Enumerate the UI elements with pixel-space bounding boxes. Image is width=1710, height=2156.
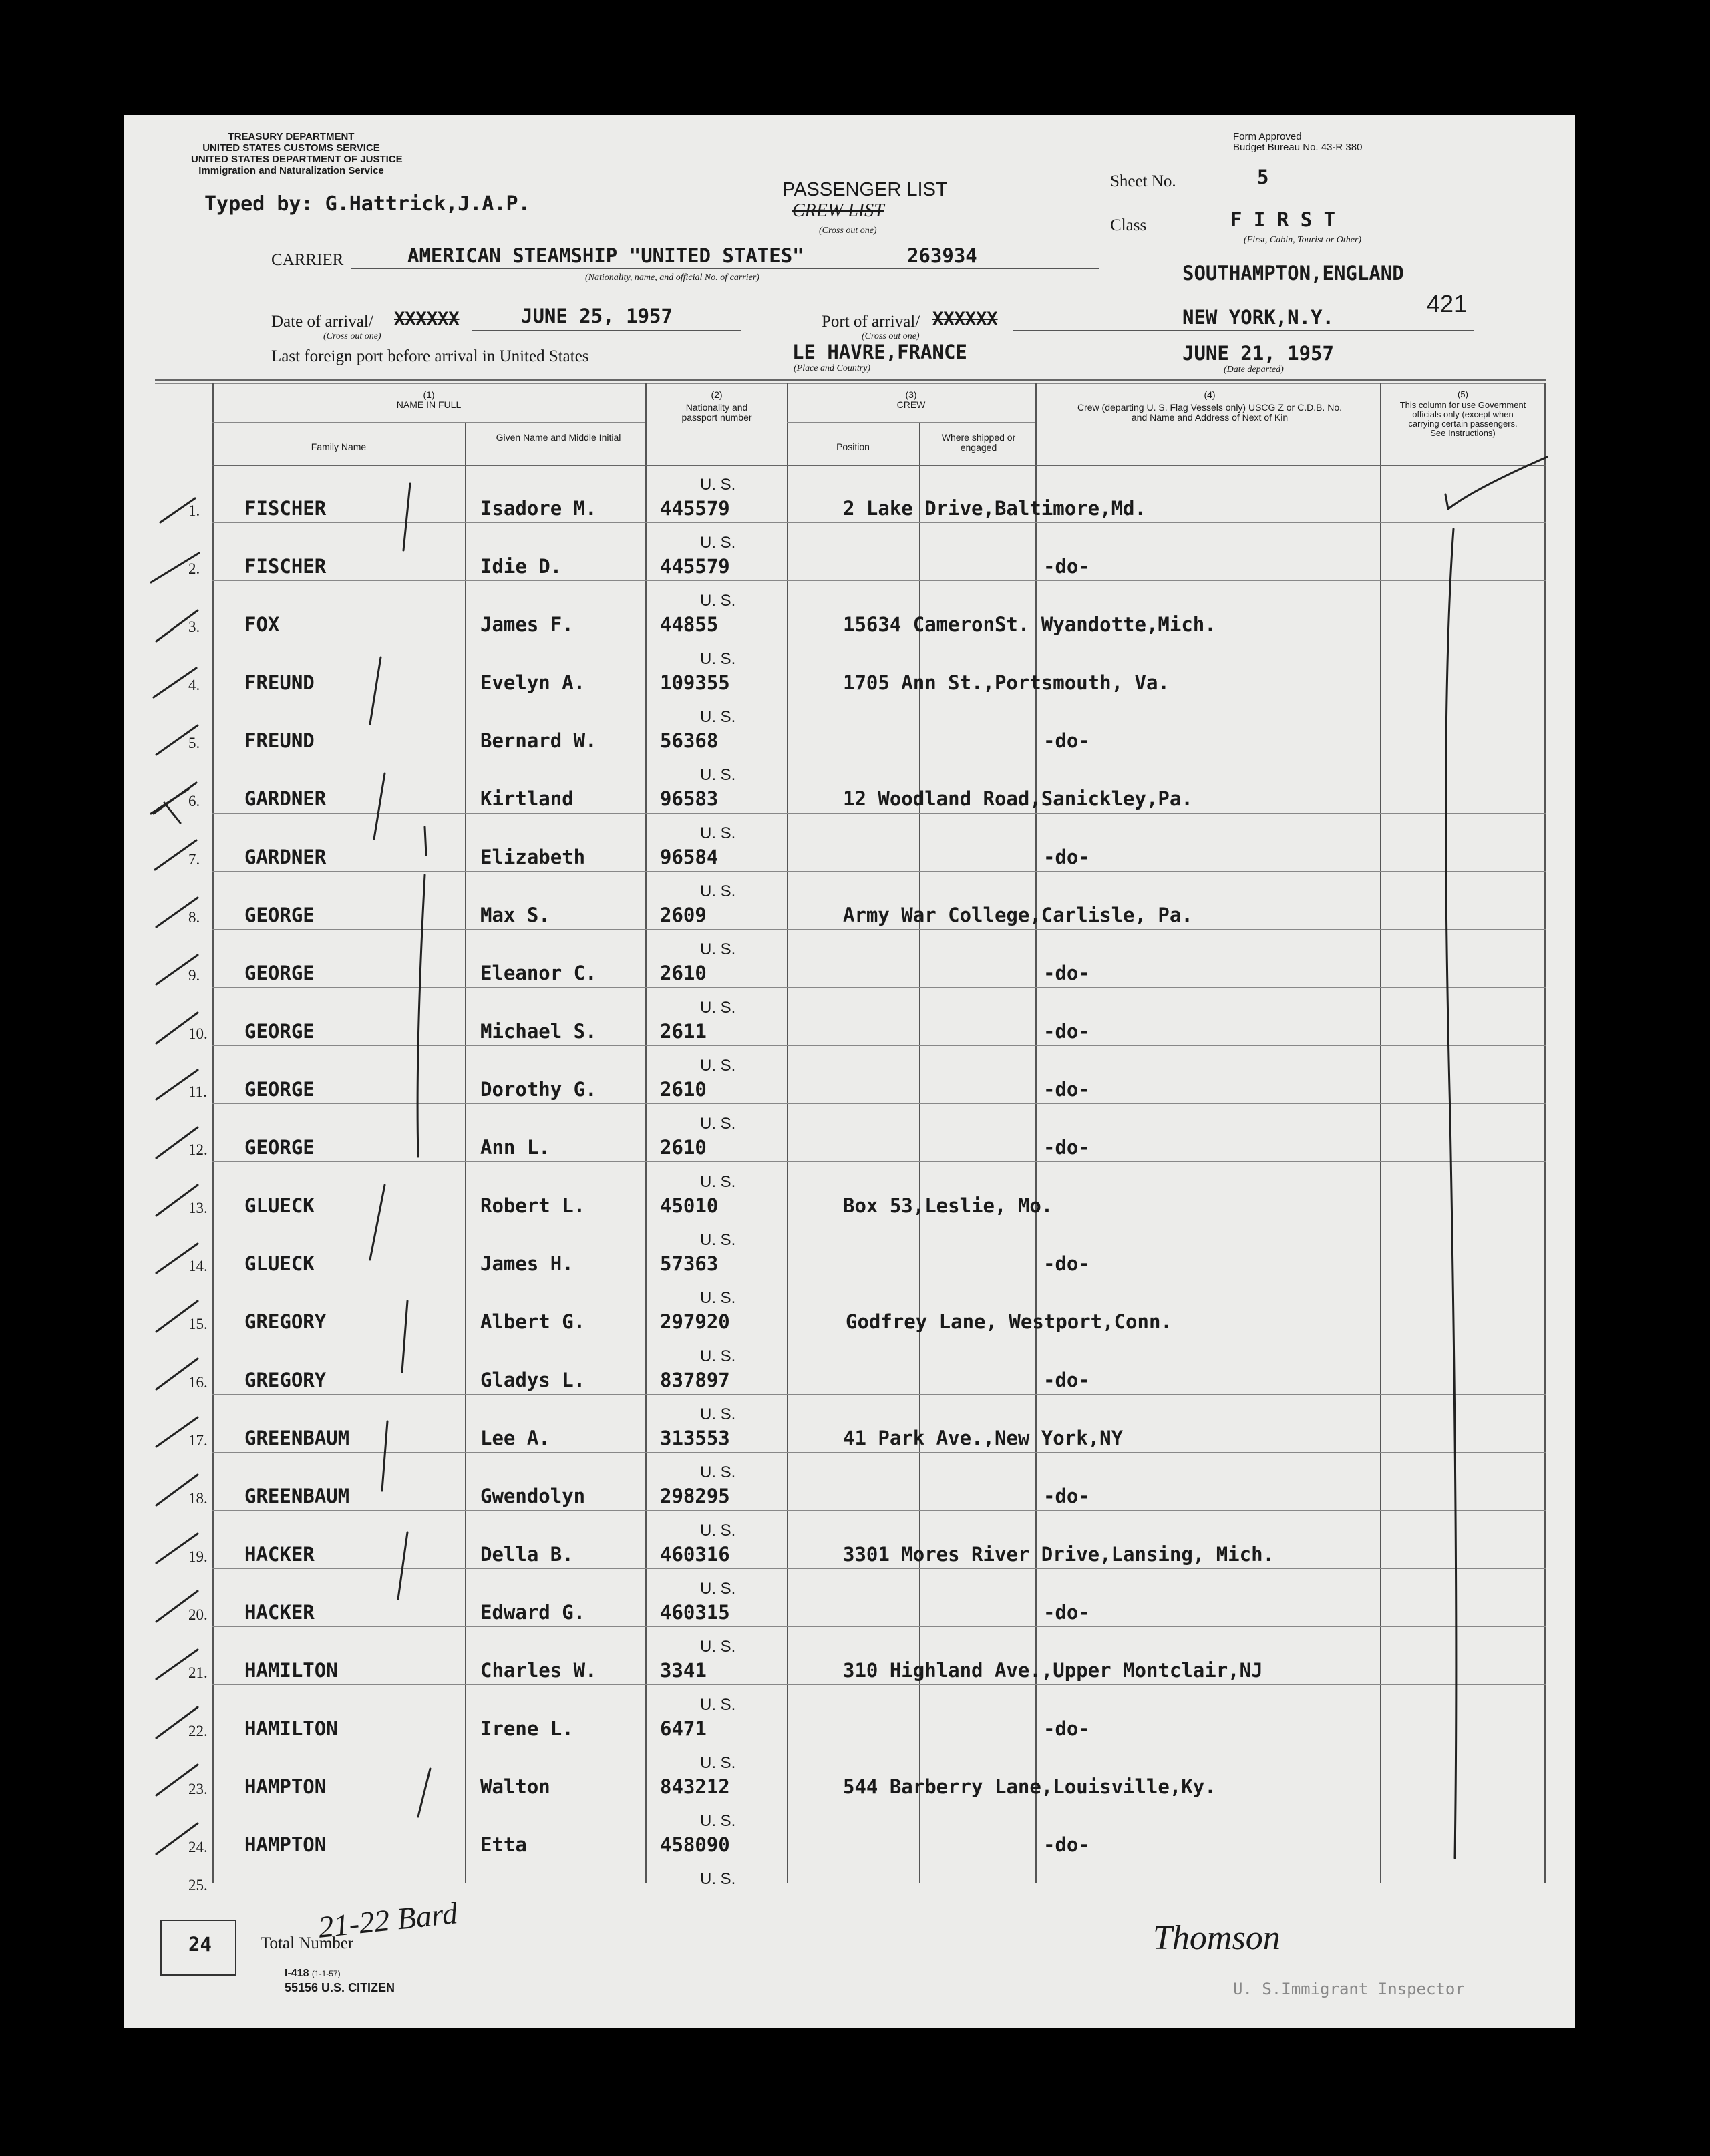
address: 12 Woodland Road,Sanickley,Pa. (843, 787, 1193, 810)
passport-number: 45010 (660, 1194, 719, 1217)
row-number: 10. (188, 1025, 208, 1042)
passport-number: 56368 (660, 729, 719, 752)
nationality-label: U. S. (700, 766, 736, 784)
address: -do- (1043, 1601, 1090, 1624)
passport-number: 96583 (660, 787, 719, 810)
form-number (285, 1968, 341, 1980)
date-arrival: JUNE 25, 1957 (521, 305, 673, 327)
address: 544 Barberry Lane,Louisville,Ky. (843, 1775, 1216, 1798)
given-name: Della B. (480, 1543, 574, 1566)
address: -do- (1043, 1717, 1090, 1740)
given-name: Bernard W. (480, 729, 597, 752)
row-number: 7. (188, 851, 200, 868)
form-date: (1-1-57) (311, 1969, 341, 1978)
row-number: 17. (188, 1432, 208, 1449)
col1-title: NAME IN FULL (396, 399, 462, 410)
cross-out-note-3: (Cross out one) (862, 331, 920, 341)
given-name: Charles W. (480, 1659, 597, 1682)
place-country-note: (Place and Country) (794, 363, 871, 373)
row-number: 8. (188, 909, 200, 926)
total-label: Total Number (261, 1934, 354, 1952)
row-number: 19. (188, 1548, 208, 1565)
family-name: HAMILTON (244, 1659, 338, 1682)
departure-port: SOUTHAMPTON,ENGLAND (1182, 262, 1404, 285)
date-departed-note: (Date departed) (1224, 365, 1284, 375)
class-label: Class (1110, 216, 1147, 234)
family-name: GLUECK (244, 1194, 315, 1217)
cross-out-note: (Cross out one) (819, 226, 877, 236)
class-value: F I R S T (1230, 208, 1336, 231)
nationality-label: U. S. (700, 1289, 736, 1307)
carrier-number: 263934 (907, 244, 977, 267)
row-number: 2. (188, 560, 200, 577)
passport-number: 2610 (660, 1078, 707, 1101)
nationality-label: U. S. (700, 708, 736, 726)
address: 15634 CameronSt. Wyandotte,Mich. (843, 613, 1216, 636)
address: -do- (1043, 555, 1090, 578)
inspector-label: U. S.Immigrant Inspector (1233, 1980, 1465, 1998)
shipped-head: Where shipped or engaged (941, 432, 1016, 453)
row-number: 12. (188, 1141, 208, 1158)
nationality-label: U. S. (700, 534, 736, 552)
row-number: 6. (188, 793, 200, 810)
given-name: Edward G. (480, 1601, 586, 1624)
address: Godfrey Lane, Westport,Conn. (846, 1310, 1172, 1333)
row-number: 15. (188, 1316, 208, 1332)
family-name: HAMILTON (244, 1717, 338, 1740)
family-name: GREENBAUM (244, 1427, 350, 1449)
address: Army War College,Carlisle, Pa. (843, 904, 1193, 926)
agency-line-2: UNITED STATES CUSTOMS SERVICE (202, 142, 380, 154)
given-name-head: Given Name and Middle Initial (496, 432, 621, 443)
nationality-label: U. S. (700, 999, 736, 1017)
row-number: 21. (188, 1664, 208, 1681)
nationality-label: U. S. (700, 1405, 736, 1423)
given-name: Albert G. (480, 1310, 586, 1333)
nationality-label: U. S. (700, 476, 736, 494)
family-name: GREGORY (244, 1369, 327, 1391)
nationality-label: U. S. (700, 1231, 736, 1249)
address: -do- (1043, 729, 1090, 752)
row-number: 23. (188, 1781, 208, 1797)
family-name: FREUND (244, 729, 315, 752)
family-name: GARDNER (244, 787, 327, 810)
passport-number: 6471 (660, 1717, 707, 1740)
family-name: HACKER (244, 1601, 315, 1624)
passport-number: 2610 (660, 962, 707, 984)
citizen-stamp: 55156 U.S. CITIZEN (285, 1981, 395, 1994)
passport-number: 57363 (660, 1252, 719, 1275)
row-number: 9. (188, 967, 200, 984)
crossed-out-title: CREW LIST (792, 200, 884, 221)
crossed-port: XXXXXX (932, 309, 998, 329)
nationality-label: U. S. (700, 940, 736, 958)
passport-number: 313553 (660, 1427, 730, 1449)
col5-title: This column for use Government officials only (except when carrying certain passengers. See Instructions) (1399, 400, 1526, 438)
passport-number: 2610 (660, 1136, 707, 1159)
col3-title: CREW (896, 399, 926, 410)
crossed-departure: XXXXXX (394, 309, 460, 329)
family-name: FISCHER (244, 497, 327, 520)
address: 310 Highland Ave.,Upper Montclair,NJ (843, 1659, 1263, 1682)
form-no: I-418 (285, 1968, 309, 1979)
given-name: Robert L. (480, 1194, 586, 1217)
class-note: (First, Cabin, Tourist or Other) (1244, 235, 1362, 245)
row-number: 20. (188, 1606, 208, 1623)
sheet-label: Sheet No. (1110, 172, 1176, 190)
nationality-label: U. S. (700, 1870, 736, 1888)
col2-title: Nationality and passport number (681, 402, 752, 423)
nationality-label: U. S. (700, 1696, 736, 1714)
row-number: 22. (188, 1723, 208, 1739)
row-number: 25. (188, 1877, 208, 1894)
given-name: James H. (480, 1252, 574, 1275)
port-arrival: NEW YORK,N.Y. (1182, 306, 1334, 329)
address: -do- (1043, 1833, 1090, 1856)
address: 1705 Ann St.,Portsmouth, Va. (843, 671, 1170, 694)
address: -do- (1043, 1020, 1090, 1043)
given-name: Gwendolyn (480, 1485, 586, 1507)
col4-number: (4) (1204, 389, 1216, 400)
last-port: LE HAVRE,FRANCE (792, 341, 967, 363)
address: -do- (1043, 962, 1090, 984)
col2-number: (2) (711, 389, 723, 400)
given-name: Etta (480, 1833, 527, 1856)
total-box-value: 24 (188, 1933, 212, 1956)
given-name: Walton (480, 1775, 550, 1798)
col1-number: (1) (423, 389, 435, 400)
address: 41 Park Ave.,New York,NY (843, 1427, 1124, 1449)
nationality-label: U. S. (700, 1638, 736, 1656)
passport-number: 297920 (660, 1310, 730, 1333)
family-name: GEORGE (244, 904, 315, 926)
given-name: Eleanor C. (480, 962, 597, 984)
col4-title: Crew (departing U. S. Flag Vessels only) USCG Z or C.D.B. No. and Name and Address of Next of Kin (1077, 402, 1342, 423)
list-title: PASSENGER LIST (782, 179, 948, 200)
address: 3301 Mores River Drive,Lansing, Mich. (843, 1543, 1275, 1566)
passport-number: 2609 (660, 904, 707, 926)
col3-number: (3) (905, 389, 917, 400)
inspector-signature: Thomson (1153, 1919, 1280, 1957)
passport-number: 445579 (660, 555, 730, 578)
last-port-label: Last foreign port before arrival in United States (271, 347, 589, 365)
nationality-label: U. S. (700, 1173, 736, 1191)
family-name: HAMPTON (244, 1775, 327, 1798)
total-box (160, 1920, 236, 1976)
nationality-label: U. S. (700, 1115, 736, 1133)
form-approved: Form Approved (1233, 131, 1302, 142)
passport-number: 460315 (660, 1601, 730, 1624)
typed-by: Typed by: G.Hattrick,J.A.P. (204, 192, 530, 216)
passport-number: 2611 (660, 1020, 707, 1043)
nationality-label: U. S. (700, 1057, 736, 1075)
given-name: Idie D. (480, 555, 562, 578)
address: -do- (1043, 1369, 1090, 1391)
given-name: Isadore M. (480, 497, 597, 520)
handwritten-number: 421 (1427, 290, 1468, 317)
carrier-note: (Nationality, name, and official No. of carrier) (585, 273, 759, 283)
given-name: Michael S. (480, 1020, 597, 1043)
cross-out-note-2: (Cross out one) (323, 331, 381, 341)
carrier-value: AMERICAN STEAMSHIP "UNITED STATES" (407, 244, 804, 267)
passport-number: 44855 (660, 613, 719, 636)
nationality-label: U. S. (700, 1347, 736, 1365)
nationality-label: U. S. (700, 1521, 736, 1540)
row-number: 1. (188, 502, 200, 519)
family-name: GARDNER (244, 846, 327, 868)
row-number: 24. (188, 1839, 208, 1855)
family-name: GLUECK (244, 1252, 315, 1275)
passport-number: 445579 (660, 497, 730, 520)
given-name: Irene L. (480, 1717, 574, 1740)
handwritten-total: 21-22 Bard (316, 1896, 460, 1944)
nationality-label: U. S. (700, 1580, 736, 1598)
passport-number: 96584 (660, 846, 719, 868)
nationality-label: U. S. (700, 824, 736, 842)
address: -do- (1043, 1252, 1090, 1275)
given-name: Evelyn A. (480, 671, 586, 694)
address: -do- (1043, 846, 1090, 868)
address: -do- (1043, 1485, 1090, 1507)
family-name: FREUND (244, 671, 315, 694)
address: -do- (1043, 1136, 1090, 1159)
passport-number: 109355 (660, 671, 730, 694)
given-name: Max S. (480, 904, 550, 926)
row-number: 16. (188, 1374, 208, 1391)
row-number: 14. (188, 1258, 208, 1274)
row-number: 13. (188, 1200, 208, 1216)
family-name-head: Family Name (311, 441, 367, 452)
address: -do- (1043, 1078, 1090, 1101)
nationality-label: U. S. (700, 1463, 736, 1481)
given-name: Elizabeth (480, 846, 586, 868)
given-name: Ann L. (480, 1136, 550, 1159)
family-name: GEORGE (244, 1020, 315, 1043)
agency-line-1: TREASURY DEPARTMENT (228, 131, 355, 142)
budget-bureau: Budget Bureau No. 43-R 380 (1233, 142, 1363, 153)
row-number: 11. (188, 1083, 207, 1100)
agency-line-3: UNITED STATES DEPARTMENT OF JUSTICE (191, 154, 403, 165)
agency-line-4: Immigration and Naturalization Service (198, 165, 384, 176)
address: 2 Lake Drive,Baltimore,Md. (843, 497, 1146, 520)
passport-number: 458090 (660, 1833, 730, 1856)
nationality-label: U. S. (700, 592, 736, 610)
sheet-number: 5 (1257, 166, 1269, 188)
given-name: Lee A. (480, 1427, 550, 1449)
passport-number: 298295 (660, 1485, 730, 1507)
port-arrival-label: Port of arrival/ (822, 313, 920, 331)
given-name: Gladys L. (480, 1369, 586, 1391)
family-name: GEORGE (244, 1078, 315, 1101)
carrier-label: CARRIER (271, 251, 344, 269)
family-name: FISCHER (244, 555, 327, 578)
passport-number: 460316 (660, 1543, 730, 1566)
family-name: HAMPTON (244, 1833, 327, 1856)
row-number: 3. (188, 618, 200, 635)
nationality-label: U. S. (700, 882, 736, 900)
date-departed: JUNE 21, 1957 (1182, 342, 1334, 365)
row-number: 18. (188, 1490, 208, 1507)
passport-number: 3341 (660, 1659, 707, 1682)
address: Box 53,Leslie, Mo. (843, 1194, 1053, 1217)
row-number: 5. (188, 735, 200, 751)
passport-number: 843212 (660, 1775, 730, 1798)
family-name: GREENBAUM (244, 1485, 350, 1507)
manifest-sheet (124, 115, 1575, 2028)
family-name: FOX (244, 613, 280, 636)
family-name: GEORGE (244, 1136, 315, 1159)
family-name: GEORGE (244, 962, 315, 984)
given-name: Dorothy G. (480, 1078, 597, 1101)
handwritten-marks (124, 115, 1575, 2028)
col5-number: (5) (1458, 389, 1468, 399)
passport-number: 837897 (660, 1369, 730, 1391)
nationality-label: U. S. (700, 650, 736, 668)
given-name: James F. (480, 613, 574, 636)
date-arrival-label: Date of arrival/ (271, 313, 373, 331)
family-name: GREGORY (244, 1310, 327, 1333)
row-number: 4. (188, 677, 200, 693)
position-head: Position (836, 441, 870, 452)
family-name: HACKER (244, 1543, 315, 1566)
given-name: Kirtland (480, 787, 574, 810)
nationality-label: U. S. (700, 1812, 736, 1830)
nationality-label: U. S. (700, 1754, 736, 1772)
